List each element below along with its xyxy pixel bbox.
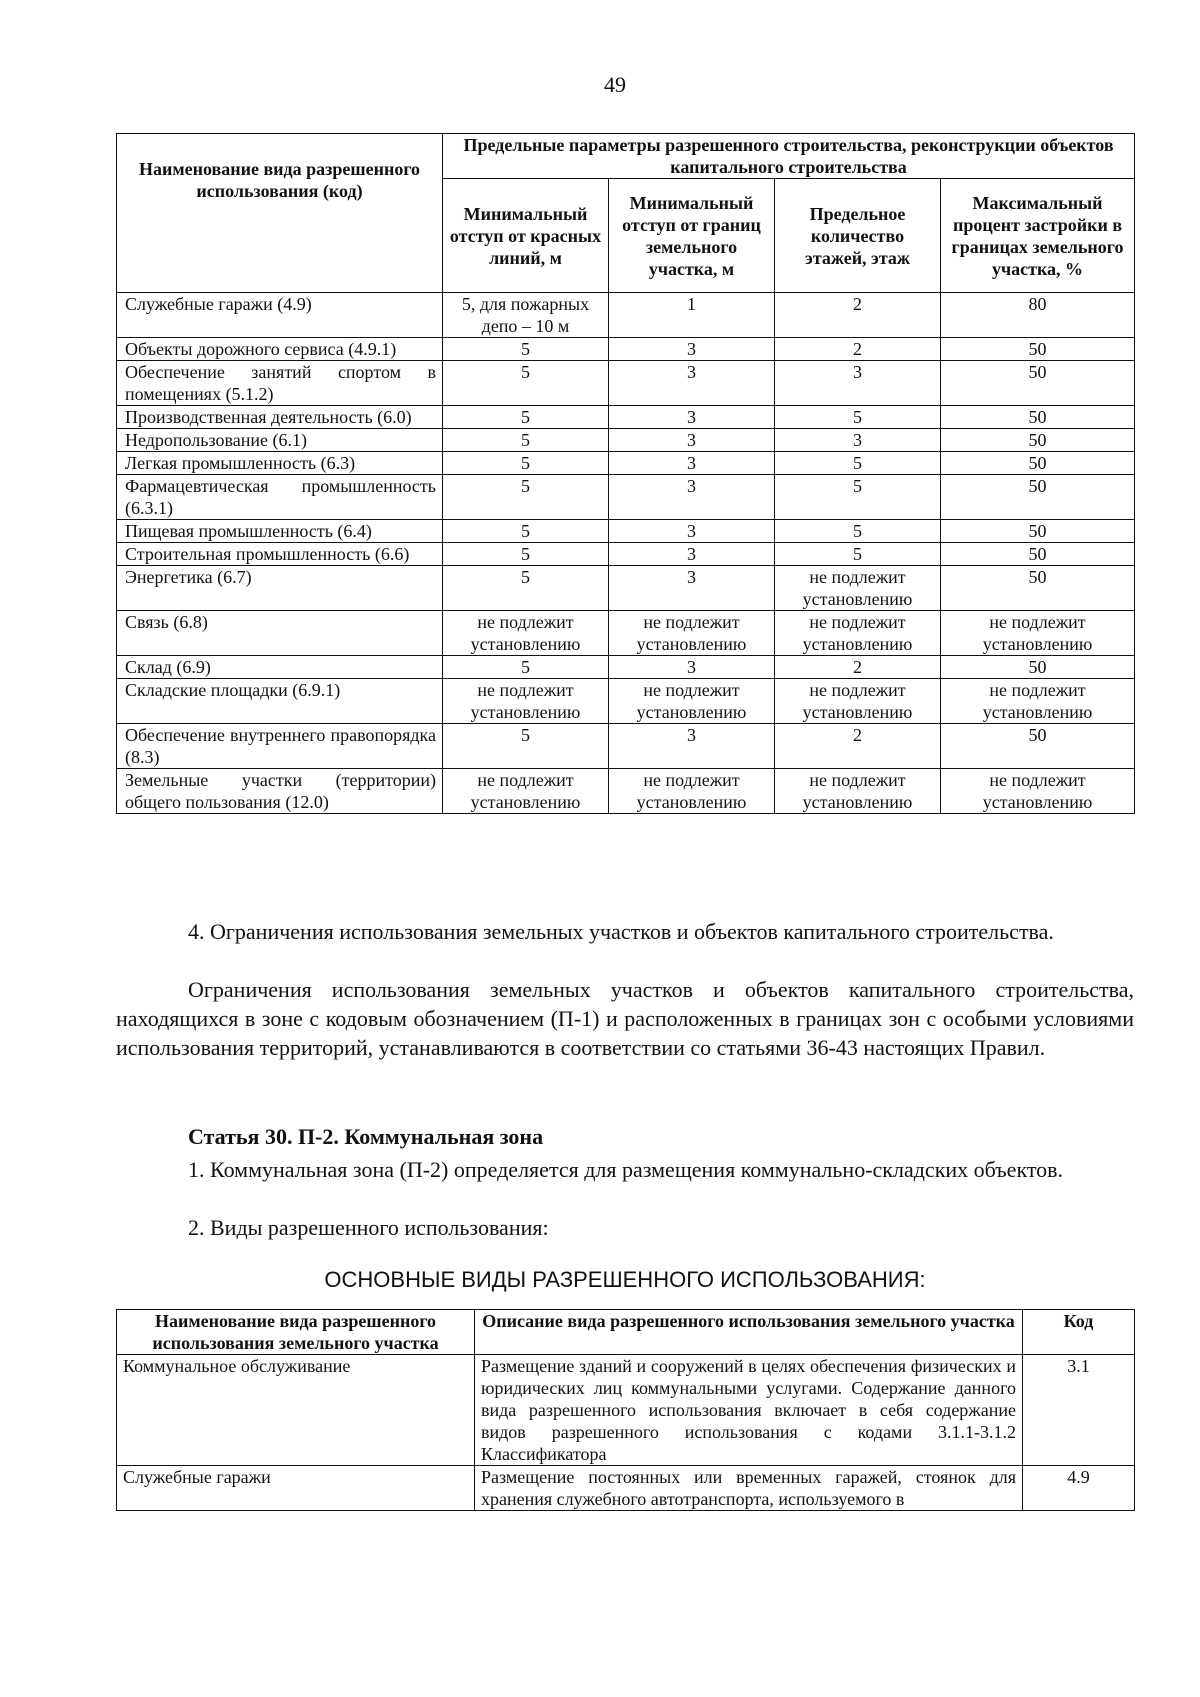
coverage-cell: 50 xyxy=(941,475,1135,520)
coverage-cell: 50 xyxy=(941,361,1135,406)
description-cell: Размещение постоянных или временных гаражей, стоянок для хранения служебного автотранспорта, используемого в xyxy=(475,1466,1023,1511)
boundary-setback-cell: 3 xyxy=(609,566,775,611)
page-number: 49 xyxy=(604,72,626,97)
floors-cell: 5 xyxy=(775,452,941,475)
boundary-setback-cell: 3 xyxy=(609,406,775,429)
column-header-use-type: Наименование вида разрешенного использования (код) xyxy=(117,134,443,293)
coverage-cell: 50 xyxy=(941,566,1135,611)
coverage-cell: не подлежит установлению xyxy=(941,679,1135,724)
floors-cell: 2 xyxy=(775,656,941,679)
building-parameters-table xyxy=(116,133,1135,814)
red-line-setback-cell: 5 xyxy=(443,656,609,679)
table-row xyxy=(117,724,1135,769)
floors-cell: 2 xyxy=(775,338,941,361)
column-header-description: Описание вида разрешенного использования земельного участка xyxy=(475,1310,1023,1355)
use-type-cell: Легкая промышленность (6.3) xyxy=(117,452,443,475)
red-line-setback-cell: 5 xyxy=(443,406,609,429)
table-row xyxy=(117,611,1135,656)
use-type-cell: Объекты дорожного сервиса (4.9.1) xyxy=(117,338,443,361)
boundary-setback-cell: 3 xyxy=(609,475,775,520)
boundary-setback-cell: 3 xyxy=(609,656,775,679)
boundary-setback-cell: 1 xyxy=(609,293,775,338)
boundary-setback-cell: 3 xyxy=(609,361,775,406)
column-header-use-name: Наименование вида разрешенного использования земельного участка xyxy=(117,1310,475,1355)
table-row xyxy=(117,543,1135,566)
column-header-boundary-setback: Минимальный отступ от границ земельного участка, м xyxy=(609,179,775,293)
coverage-cell: 80 xyxy=(941,293,1135,338)
table-row xyxy=(117,452,1135,475)
use-type-cell: Строительная промышленность (6.6) xyxy=(117,543,443,566)
red-line-setback-cell: 5, для пожарных депо – 10 м xyxy=(443,293,609,338)
floors-cell: не подлежит установлению xyxy=(775,566,941,611)
column-header-floors: Предельное количество этажей, этаж xyxy=(775,179,941,293)
table-row xyxy=(117,1466,1135,1511)
coverage-cell: 50 xyxy=(941,656,1135,679)
use-type-cell: Земельные участки (территории) общего пользования (12.0) xyxy=(117,769,443,814)
table-row xyxy=(117,475,1135,520)
table-row xyxy=(117,406,1135,429)
article-30-heading: Статья 30. П-2. Коммунальная зона xyxy=(188,1124,544,1149)
use-type-cell: Складские площадки (6.9.1) xyxy=(117,679,443,724)
description-cell: Размещение зданий и сооружений в целях обеспечения физических и юридических лиц коммунальными услугами. Содержание данного вида разрешенного использования включает в себя содержание видов разрешенного использования с кодами 3.1.1-3.1.2 Классификатора xyxy=(475,1355,1023,1466)
use-name-cell: Служебные гаражи xyxy=(117,1466,475,1511)
floors-cell: 5 xyxy=(775,520,941,543)
boundary-setback-cell: 3 xyxy=(609,452,775,475)
boundary-setback-cell: 3 xyxy=(609,429,775,452)
use-type-cell: Пищевая промышленность (6.4) xyxy=(117,520,443,543)
column-header-code: Код xyxy=(1023,1310,1135,1355)
coverage-cell: 50 xyxy=(941,452,1135,475)
main-uses-caption: ОСНОВНЫЕ ВИДЫ РАЗРЕШЕННОГО ИСПОЛЬЗОВАНИЯ: xyxy=(324,1267,926,1292)
floors-cell: не подлежит установлению xyxy=(775,679,941,724)
coverage-cell: 50 xyxy=(941,543,1135,566)
floors-cell: не подлежит установлению xyxy=(775,611,941,656)
column-header-red-line-setback: Минимальный отступ от красных линий, м xyxy=(443,179,609,293)
boundary-setback-cell: 3 xyxy=(609,338,775,361)
main-permitted-uses-table xyxy=(116,1309,1135,1511)
red-line-setback-cell: 5 xyxy=(443,724,609,769)
coverage-cell: 50 xyxy=(941,406,1135,429)
floors-cell: 2 xyxy=(775,724,941,769)
boundary-setback-cell: не подлежит установлению xyxy=(609,769,775,814)
use-type-cell: Производственная деятельность (6.0) xyxy=(117,406,443,429)
red-line-setback-cell: 5 xyxy=(443,520,609,543)
red-line-setback-cell: 5 xyxy=(443,543,609,566)
use-name-cell: Коммунальное обслуживание xyxy=(117,1355,475,1466)
code-cell: 4.9 xyxy=(1023,1466,1135,1511)
coverage-cell: не подлежит установлению xyxy=(941,611,1135,656)
permitted-uses-paragraph: 2. Виды разрешенного использования: xyxy=(188,1215,549,1240)
table-row xyxy=(117,429,1135,452)
red-line-setback-cell: не подлежит установлению xyxy=(443,611,609,656)
floors-cell: 5 xyxy=(775,543,941,566)
code-cell: 3.1 xyxy=(1023,1355,1135,1466)
boundary-setback-cell: 3 xyxy=(609,520,775,543)
coverage-cell: не подлежит установлению xyxy=(941,769,1135,814)
coverage-cell: 50 xyxy=(941,429,1135,452)
boundary-setback-cell: 3 xyxy=(609,543,775,566)
use-type-cell: Энергетика (6.7) xyxy=(117,566,443,611)
use-type-cell: Обеспечение занятий спортом в помещениях (5.1.2) xyxy=(117,361,443,406)
floors-cell: 5 xyxy=(775,406,941,429)
red-line-setback-cell: 5 xyxy=(443,338,609,361)
table-row xyxy=(117,520,1135,543)
red-line-setback-cell: 5 xyxy=(443,452,609,475)
floors-cell: 2 xyxy=(775,293,941,338)
use-type-cell: Служебные гаражи (4.9) xyxy=(117,293,443,338)
table-row xyxy=(117,1355,1135,1466)
floors-cell: 3 xyxy=(775,361,941,406)
red-line-setback-cell: 5 xyxy=(443,566,609,611)
table-row xyxy=(117,338,1135,361)
boundary-setback-cell: не подлежит установлению xyxy=(609,679,775,724)
use-type-cell: Недропользование (6.1) xyxy=(117,429,443,452)
table-row xyxy=(117,656,1135,679)
use-type-cell: Обеспечение внутреннего правопорядка (8.3) xyxy=(117,724,443,769)
column-header-coverage-percent: Максимальный процент застройки в границах земельного участка, % xyxy=(941,179,1135,293)
boundary-setback-cell: не подлежит установлению xyxy=(609,611,775,656)
red-line-setback-cell: не подлежит установлению xyxy=(443,769,609,814)
red-line-setback-cell: 5 xyxy=(443,361,609,406)
red-line-setback-cell: не подлежит установлению xyxy=(443,679,609,724)
floors-cell: не подлежит установлению xyxy=(775,769,941,814)
coverage-cell: 50 xyxy=(941,338,1135,361)
use-type-cell: Фармацевтическая промышленность (6.3.1) xyxy=(117,475,443,520)
table-row xyxy=(117,566,1135,611)
section-4-title: 4. Ограничения использования земельных участков и объектов капитального строительства. xyxy=(188,919,1054,944)
section-4-text: Ограничения использования земельных участков и объектов капитального строительства, находящихся в зоне с кодовым обозначением (П-1) и расположенных в границах зон с особыми условиями использования территорий, устанавливаются в соответствии со статьями 36-43 настоящих Правил. xyxy=(116,977,1134,1060)
table-row xyxy=(117,769,1135,814)
use-type-cell: Склад (6.9) xyxy=(117,656,443,679)
table-row xyxy=(117,361,1135,406)
column-group-header-parameters: Предельные параметры разрешенного строительства, реконструкции объектов капитального строительства xyxy=(443,134,1135,179)
use-type-cell: Связь (6.8) xyxy=(117,611,443,656)
table-row xyxy=(117,679,1135,724)
red-line-setback-cell: 5 xyxy=(443,475,609,520)
zone-definition-paragraph: 1. Коммунальная зона (П-2) определяется для размещения коммунально-складских объектов. xyxy=(188,1157,1064,1182)
floors-cell: 5 xyxy=(775,475,941,520)
red-line-setback-cell: 5 xyxy=(443,429,609,452)
boundary-setback-cell: 3 xyxy=(609,724,775,769)
table-row xyxy=(117,293,1135,338)
coverage-cell: 50 xyxy=(941,520,1135,543)
coverage-cell: 50 xyxy=(941,724,1135,769)
floors-cell: 3 xyxy=(775,429,941,452)
